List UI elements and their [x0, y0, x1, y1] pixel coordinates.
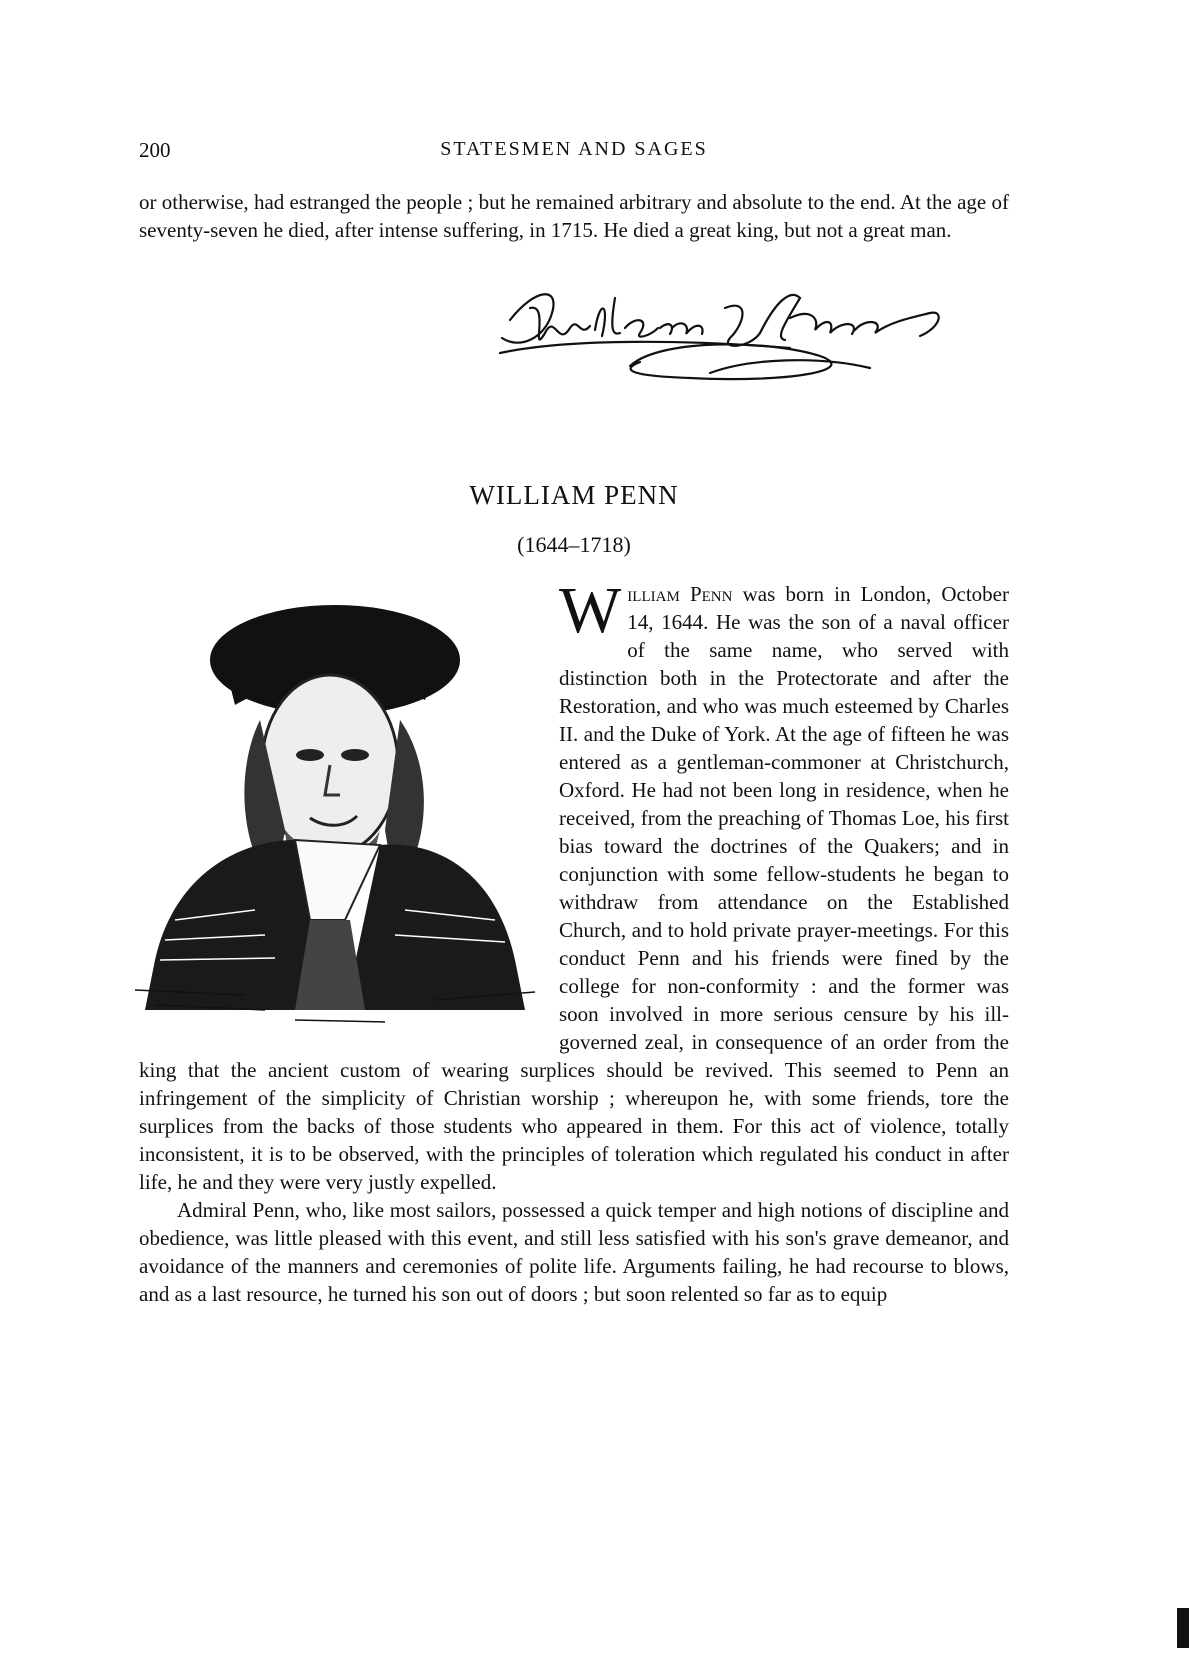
portrait-space [139, 580, 559, 1030]
article-title: WILLIAM PENN [469, 480, 679, 510]
page-header [139, 138, 1009, 168]
paragraph-2: Admiral Penn, who, like most sailors, possessed a quick temper and high notions of discipline and obedience, was little pleased with this event, and still less satisfied with his son's grave demeanor, and avoidance of the manners and ceremonies of polite life. Arguments failing, he had recourse to blows, and as a last resource, he turned his son out of doors ; but soon relented so far as to equip [139, 1198, 1009, 1306]
article-dates: (1644–1718) [517, 532, 631, 557]
intro-paragraph: or otherwise, had estranged the people ; but he remained arbitrary and absolute to the end. At the age of seventy-seven he died, after intense suffering, in 1715. He died a great king, but not a great man. [139, 190, 1009, 242]
lead-smallcaps: illiam Penn [627, 582, 733, 606]
paragraph-1-text: was born in London, October 14, 1644. He was the son of a naval officer of the same name, who served with distinction both in the Protectorate and after the Restoration, and who was much esteemed by Charles II. and the Duke of York. At the age of fifteen he was entered as a gentleman-commoner at Christchurch, Oxford. He had not been long in residence, when he received, from the preaching of Thomas Loe, his first bias toward the doctrines of the Quakers; and in conjunction with some fellow-students he began to withdraw from attendance on the Established Church, and to hold private prayer-meetings. For this conduct Penn and his friends were fined by the college for non-conformity : and the former was soon involved in more serious censure by his ill-governed zeal, in consequence of an order from the king that the ancient custom of wearing surplices should be revived. This seemed to Penn an infringement of the simplicity of Christian worship ; whereupon he, with some friends, tore the surplices from the backs of those students who appeared in them. For this act of violence, totally inconsistent, it is to be observed, with the principles of toleration which regulated his conduct in after life, he and they were very justly expelled. [139, 582, 1010, 1194]
page-edge-mark [1177, 1608, 1189, 1648]
page-number: 200 [139, 138, 171, 162]
drop-cap: W [559, 574, 622, 647]
article-body [139, 574, 1010, 1308]
running-head: STATESMEN AND SAGES [440, 138, 708, 160]
signature-icon [490, 278, 990, 388]
